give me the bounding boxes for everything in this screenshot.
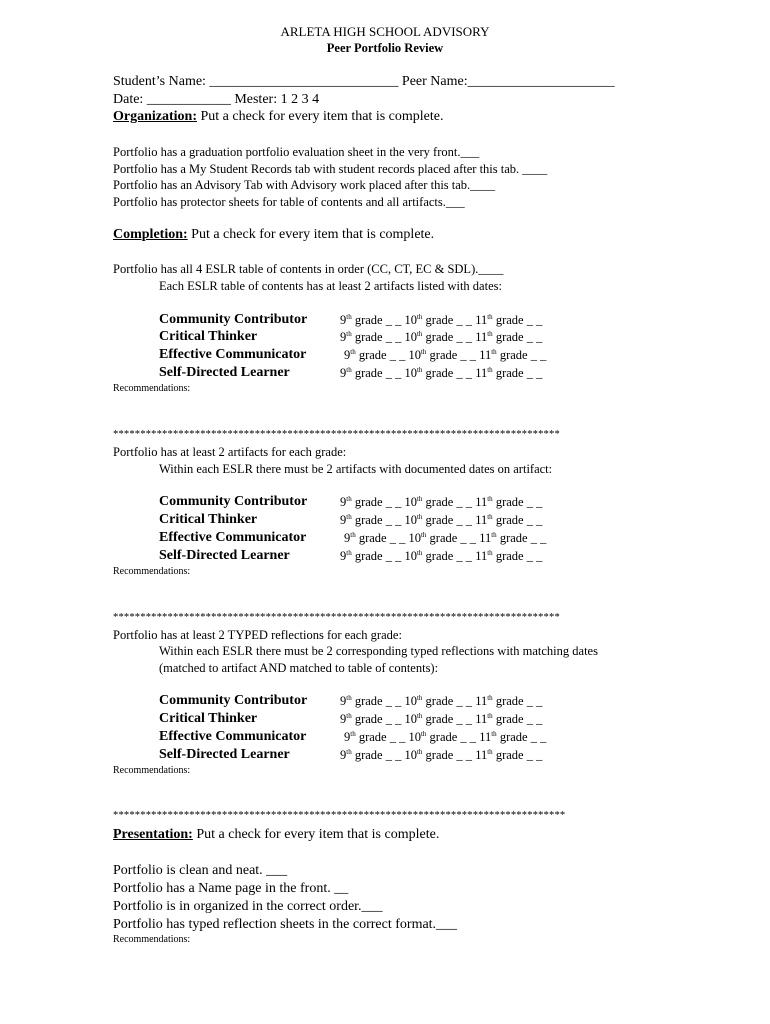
grade-10-number: 10 <box>408 531 421 545</box>
eslr-label: Effective Communicator <box>159 530 307 545</box>
grade-10-blank: grade _ _ <box>422 694 476 708</box>
grade-checklist <box>344 730 546 745</box>
ordinal-suffix: th <box>487 694 493 702</box>
grade-11-blank: grade _ _ <box>492 549 543 563</box>
separator-stars: ********************************************************************************** <box>113 612 560 623</box>
recommendations-label: Recommendations: <box>113 566 191 577</box>
ordinal-suffix: th <box>416 330 423 338</box>
ordinal-suffix: th <box>487 712 493 720</box>
grade-10-blank: grade _ _ <box>422 313 476 327</box>
grade-checklist <box>340 712 542 727</box>
grade-9-blank: grade _ _ <box>351 549 405 563</box>
grade-9-blank: grade _ _ <box>355 348 409 362</box>
presentation-heading: Presentation: <box>113 827 193 842</box>
organization-item: Portfolio has an Advisory Tab with Advisory work placed after this tab.____ <box>113 178 496 192</box>
ordinal-suffix: th <box>487 549 493 557</box>
ordinal-suffix: th <box>420 348 427 356</box>
completion-intro: Portfolio has all 4 ESLR table of contents in order (CC, CT, EC & SDL).____ <box>113 262 504 276</box>
grade-11-number: 11 <box>475 366 488 380</box>
ordinal-suffix: th <box>350 730 356 738</box>
grade-11-blank: grade _ _ <box>492 513 543 527</box>
grade-checklist <box>340 366 542 381</box>
school-title: ARLETA HIGH SCHOOL ADVISORY <box>280 24 490 39</box>
grade-10-blank: grade _ _ <box>422 366 476 380</box>
grade-11-blank: grade _ _ <box>492 712 543 726</box>
grade-10-number: 10 <box>404 694 417 708</box>
grade-10-blank: grade _ _ <box>422 748 476 762</box>
reflections-sub: (matched to artifact AND matched to table of contents): <box>159 661 439 675</box>
grade-10-number: 10 <box>404 712 417 726</box>
ordinal-suffix: th <box>346 495 352 503</box>
ordinal-suffix: th <box>487 513 493 521</box>
ordinal-suffix: th <box>416 549 423 557</box>
grade-9-number: 9 <box>344 531 351 545</box>
grade-11-number: 11 <box>475 513 488 527</box>
grade-10-blank: grade _ _ <box>422 495 476 509</box>
grade-10-number: 10 <box>404 495 417 509</box>
grade-9-blank: grade _ _ <box>351 330 405 344</box>
ordinal-suffix: th <box>346 748 352 756</box>
ordinal-suffix: th <box>416 513 423 521</box>
grade-10-blank: grade _ _ <box>426 531 480 545</box>
ordinal-suffix: th <box>346 694 352 702</box>
ordinal-suffix: th <box>487 366 493 374</box>
grade-9-number: 9 <box>340 712 347 726</box>
eslr-label: Critical Thinker <box>159 512 258 527</box>
grade-11-blank: grade _ _ <box>492 313 543 327</box>
grade-11-number: 11 <box>479 348 492 362</box>
presentation-heading-line <box>113 827 439 843</box>
grade-10-blank: grade _ _ <box>422 330 476 344</box>
grade-11-number: 11 <box>475 549 488 563</box>
grade-11-blank: grade _ _ <box>492 748 543 762</box>
completion-instruction: Put a check for every item that is complete. <box>187 227 435 242</box>
presentation-item: Portfolio has typed reflection sheets in the correct format.___ <box>113 917 458 932</box>
grade-9-number: 9 <box>344 348 351 362</box>
ordinal-suffix: th <box>487 495 493 503</box>
grade-9-number: 9 <box>340 495 347 509</box>
grade-10-blank: grade _ _ <box>422 549 476 563</box>
grade-11-number: 11 <box>475 748 488 762</box>
grade-11-blank: grade _ _ <box>496 348 547 362</box>
grade-11-blank: grade _ _ <box>496 730 547 744</box>
grade-9-blank: grade _ _ <box>351 748 405 762</box>
grade-9-blank: grade _ _ <box>351 495 405 509</box>
eslr-label: Critical Thinker <box>159 711 258 726</box>
eslr-label: Critical Thinker <box>159 329 258 344</box>
ordinal-suffix: th <box>491 730 497 738</box>
grade-9-number: 9 <box>340 330 347 344</box>
grade-9-blank: grade _ _ <box>355 531 409 545</box>
artifacts-sub: Within each ESLR there must be 2 artifacts with documented dates on artifact: <box>159 462 553 476</box>
grade-10-blank: grade _ _ <box>426 730 480 744</box>
grade-9-number: 9 <box>340 313 347 327</box>
separator-stars: *********************************************************************************** <box>113 810 566 821</box>
ordinal-suffix: th <box>420 531 427 539</box>
grade-checklist <box>340 748 542 763</box>
ordinal-suffix: th <box>416 748 423 756</box>
grade-10-number: 10 <box>404 366 417 380</box>
grade-checklist <box>340 495 542 510</box>
ordinal-suffix: th <box>350 348 356 356</box>
grade-9-number: 9 <box>340 513 347 527</box>
ordinal-suffix: th <box>346 330 352 338</box>
ordinal-suffix: th <box>416 495 423 503</box>
eslr-label: Effective Communicator <box>159 729 307 744</box>
organization-heading: Organization: <box>113 109 197 124</box>
grade-11-number: 11 <box>479 531 492 545</box>
presentation-item: Portfolio is in organized in the correct order.___ <box>113 899 383 914</box>
grade-9-blank: grade _ _ <box>351 694 405 708</box>
ordinal-suffix: th <box>487 330 493 338</box>
organization-heading-line <box>113 109 443 125</box>
grade-11-blank: grade _ _ <box>492 330 543 344</box>
student-peer-name-line: Student’s Name: ___________________________ Peer Name:_____________________ <box>113 74 615 89</box>
grade-checklist <box>340 549 542 564</box>
eslr-label: Self-Directed Learner <box>159 747 290 762</box>
grade-10-number: 10 <box>408 730 421 744</box>
grade-9-number: 9 <box>344 730 351 744</box>
organization-item: Portfolio has protector sheets for table of contents and all artifacts.___ <box>113 195 465 209</box>
ordinal-suffix: th <box>350 531 356 539</box>
grade-11-blank: grade _ _ <box>492 495 543 509</box>
grade-9-blank: grade _ _ <box>351 513 405 527</box>
separator-stars: ********************************************************************************** <box>113 429 560 440</box>
document-title: Peer Portfolio Review <box>326 41 444 55</box>
grade-10-blank: grade _ _ <box>422 712 476 726</box>
completion-heading: Completion: <box>113 227 188 242</box>
grade-9-blank: grade _ _ <box>351 712 405 726</box>
presentation-item: Portfolio is clean and neat. ___ <box>113 863 288 878</box>
grade-9-blank: grade _ _ <box>351 313 405 327</box>
organization-instruction: Put a check for every item that is complete. <box>197 109 444 124</box>
eslr-label: Community Contributor <box>159 693 308 708</box>
ordinal-suffix: th <box>416 313 423 321</box>
ordinal-suffix: th <box>346 712 352 720</box>
grade-checklist <box>340 313 542 328</box>
ordinal-suffix: th <box>346 366 352 374</box>
ordinal-suffix: th <box>346 313 352 321</box>
grade-10-blank: grade _ _ <box>426 348 480 362</box>
grade-10-number: 10 <box>404 330 417 344</box>
completion-heading-line <box>113 227 434 243</box>
grade-11-blank: grade _ _ <box>496 531 547 545</box>
ordinal-suffix: th <box>420 730 427 738</box>
grade-9-number: 9 <box>340 694 347 708</box>
grade-10-number: 10 <box>404 748 417 762</box>
grade-10-blank: grade _ _ <box>422 513 476 527</box>
ordinal-suffix: th <box>416 712 423 720</box>
grade-9-blank: grade _ _ <box>355 730 409 744</box>
ordinal-suffix: th <box>491 531 497 539</box>
recommendations-label: Recommendations: <box>113 383 191 394</box>
ordinal-suffix: th <box>491 348 497 356</box>
recommendations-label: Recommendations: <box>113 934 191 945</box>
grade-11-number: 11 <box>475 313 488 327</box>
ordinal-suffix: th <box>346 549 352 557</box>
grade-9-number: 9 <box>340 366 347 380</box>
ordinal-suffix: th <box>487 748 493 756</box>
grade-checklist <box>344 348 546 363</box>
eslr-label: Community Contributor <box>159 312 308 327</box>
grade-11-blank: grade _ _ <box>492 694 543 708</box>
recommendations-label: Recommendations: <box>113 765 191 776</box>
grade-9-blank: grade _ _ <box>351 366 405 380</box>
grade-11-number: 11 <box>479 730 492 744</box>
date-mester-line: Date: ____________ Mester: 1 2 3 4 <box>113 92 320 107</box>
artifacts-intro: Portfolio has at least 2 artifacts for each grade: <box>113 445 347 459</box>
grade-checklist <box>340 513 542 528</box>
ordinal-suffix: th <box>416 694 423 702</box>
eslr-label: Self-Directed Learner <box>159 548 290 563</box>
ordinal-suffix: th <box>346 513 352 521</box>
eslr-label: Self-Directed Learner <box>159 365 290 380</box>
presentation-item: Portfolio has a Name page in the front. __ <box>113 881 349 896</box>
eslr-label: Effective Communicator <box>159 347 307 362</box>
grade-11-blank: grade _ _ <box>492 366 543 380</box>
grade-10-number: 10 <box>404 549 417 563</box>
grade-10-number: 10 <box>408 348 421 362</box>
reflections-intro: Portfolio has at least 2 TYPED reflections for each grade: <box>113 628 402 642</box>
grade-10-number: 10 <box>404 513 417 527</box>
organization-item: Portfolio has a graduation portfolio evaluation sheet in the very front.___ <box>113 145 480 159</box>
grade-11-number: 11 <box>475 694 488 708</box>
ordinal-suffix: th <box>487 313 493 321</box>
grade-11-number: 11 <box>475 712 488 726</box>
grade-9-number: 9 <box>340 549 347 563</box>
grade-9-number: 9 <box>340 748 347 762</box>
ordinal-suffix: th <box>416 366 423 374</box>
completion-sub: Each ESLR table of contents has at least 2 artifacts listed with dates: <box>159 279 502 293</box>
reflections-sub: Within each ESLR there must be 2 corresponding typed reflections with matching dates <box>159 644 598 658</box>
organization-item: Portfolio has a My Student Records tab with student records placed after this tab. ____ <box>113 162 548 176</box>
eslr-label: Community Contributor <box>159 494 308 509</box>
grade-10-number: 10 <box>404 313 417 327</box>
grade-checklist <box>340 694 542 709</box>
presentation-instruction: Put a check for every item that is complete. <box>192 827 440 842</box>
grade-checklist <box>344 531 546 546</box>
grade-11-number: 11 <box>475 495 488 509</box>
grade-11-number: 11 <box>475 330 488 344</box>
grade-checklist <box>340 330 542 345</box>
